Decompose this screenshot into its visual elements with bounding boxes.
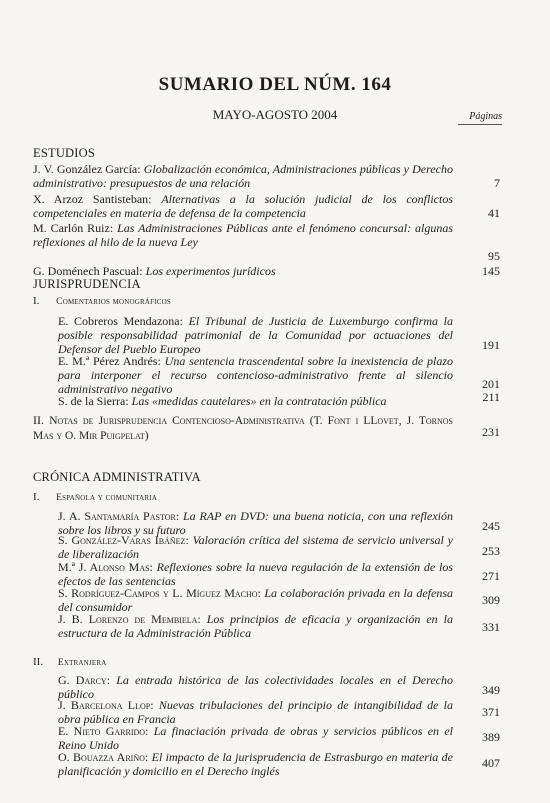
issue-date: MAYO-AGOSTO 2004 — [212, 107, 338, 122]
section-heading-cronica: CRÓNICA ADMINISTRATIVA — [33, 470, 201, 484]
toc-entry — [58, 724, 453, 752]
toc-entry — [33, 413, 453, 443]
subsection-espanola — [33, 491, 157, 503]
entry-title: La finaciación privada de obras y servicios públicos en el Reino Unido — [58, 724, 454, 752]
entry-title: La entrada histórica de las colectividades locales en el Derecho público — [58, 673, 454, 701]
section-heading-jurisprudencia: JURISPRUDENCIA — [33, 277, 141, 291]
entry-title: Una sentencia trascendental sobre la inexistencia de plazo para interponer el recurso contencioso-administrativo frente al silencio administrativo negativo — [58, 354, 454, 396]
entry-page: 309 — [482, 593, 500, 607]
entry-author: E. Cobreros Mendazona: — [58, 314, 183, 328]
section-heading-estudios: ESTUDIOS — [33, 146, 96, 160]
toc-entry — [58, 560, 453, 588]
toc-entry — [58, 673, 453, 701]
entry-author: S. Rodríguez-Campos y L. Míguez Macho: — [58, 586, 261, 600]
entry-title: Los experimentos jurídicos — [145, 264, 276, 278]
entry-title: Nuevas tribulaciones del principio de intangibilidad de la obra pública en Francia — [58, 698, 454, 726]
entry-page: 331 — [482, 620, 500, 634]
subsection-label: Española y comunitaria — [56, 493, 158, 503]
entry-author: J. Barcelona Llop: — [58, 698, 154, 712]
entry-author: O. Bouazza Ariño: — [58, 750, 149, 764]
entry-author: M.ª J. Alonso Mas: — [58, 560, 153, 574]
entry-page: 191 — [482, 338, 500, 352]
entry-title: La colaboración privada en la defensa del consumidor — [58, 586, 454, 614]
subsection-numeral: I. — [33, 295, 40, 307]
entry-author: S. de la Sierra: — [58, 394, 129, 408]
subsection-extranjera — [33, 656, 106, 668]
entry-page: 349 — [482, 683, 500, 697]
toc-entry — [58, 586, 453, 614]
entry-title: Valoración crítica del sistema de servicio universal y de liberalización — [58, 533, 454, 561]
entry-page: 231 — [482, 425, 500, 439]
entry-page: 201 — [482, 377, 500, 391]
entry-author: J. V. González García: — [33, 162, 141, 176]
entry-title: Globalización económica, Administraciones públicas y Derecho administrativo: presupuestos de una relación — [33, 162, 454, 190]
entry-page: 211 — [482, 390, 500, 404]
entry-author: M. Carlón Ruiz: — [33, 221, 114, 235]
toc-entry — [58, 354, 453, 396]
subsection-numeral: I. — [33, 491, 40, 503]
entry-title: Las «medidas cautelares» en la contratación pública — [131, 394, 387, 408]
toc-entry — [58, 750, 453, 778]
subsection-numeral: II. — [33, 656, 44, 668]
entry-page: 7 — [494, 176, 500, 190]
pages-column-label: Páginas — [458, 111, 502, 125]
toc-entry — [33, 221, 453, 249]
entry-author: E. Nieto Garrido: — [58, 724, 149, 738]
subsection-label: Comentarios monográficos — [56, 297, 172, 307]
sumario-title: SUMARIO DEL NÚM. 164 — [158, 74, 392, 95]
entry-title: El impacto de la jurisprudencia de Estrasburgo en materia de planificación y domicilio en el Derecho inglés — [58, 750, 453, 778]
entry-page: 389 — [482, 730, 500, 744]
entry-page: 145 — [482, 264, 500, 278]
entry-title: Alternativas a la solución judicial de los conflictos competenciales en materia de defensa de la competencia — [33, 192, 454, 220]
entry-author: E. M.ª Pérez Andrés: — [58, 354, 161, 368]
entry-page: 95 — [488, 249, 500, 263]
entry-title: Las Administraciones Públicas ante el fenómeno concursal: algunas reflexiones al hilo de la nueva Ley — [33, 221, 454, 249]
toc-entry — [58, 698, 453, 726]
entry-page: 41 — [488, 206, 500, 220]
entry-text: Notas de Jurisprudencia Contencioso-Administrativa (T. Font i LLovet, J. Tornos Mas y O. Mir Puigpelat) — [33, 415, 453, 442]
entry-title: Los principios de eficacia y organización en la estructura de la Administración Pública — [58, 612, 454, 640]
entry-title: El Tribunal de Justicia de Luxemburgo confirma la posible responsabilidad patrimonial de la Comunidad por actuaciones del Defensor del Pueblo Europeo — [58, 314, 454, 356]
entry-author: J. B. Lorenzo de Membiela: — [58, 612, 201, 626]
entry-author: S. González-Varas Ibáñez: — [58, 533, 189, 547]
toc-entry — [33, 162, 453, 190]
toc-entry — [58, 612, 453, 640]
subsection-label: Extranjera — [57, 658, 107, 668]
entry-page: 245 — [482, 519, 500, 533]
entry-page: 253 — [482, 544, 500, 558]
toc-entry — [58, 314, 453, 356]
toc-entry — [33, 192, 453, 220]
entry-author: J. A. Santamaría Pastor: — [58, 509, 180, 523]
subsection-comentarios — [33, 295, 171, 307]
entry-title: La RAP en DVD: una buena noticia, con una reflexión sobre los libros y su futuro — [58, 509, 454, 537]
entry-page: 407 — [482, 756, 500, 770]
toc-entry — [58, 394, 398, 408]
toc-entry — [33, 264, 333, 278]
entry-page: 271 — [482, 569, 500, 583]
toc-entry — [58, 533, 453, 561]
entry-author: X. Arzoz Santisteban: — [33, 192, 152, 206]
entry-author: G. Doménech Pascual: — [33, 264, 143, 278]
entry-page: 371 — [482, 705, 500, 719]
entry-title: Reflexiones sobre la nueva regulación de la extensión de los efectos de las sentencias — [58, 560, 453, 588]
entry-author: G. Darcy: — [58, 673, 111, 687]
subsection-numeral: II. — [33, 413, 44, 427]
